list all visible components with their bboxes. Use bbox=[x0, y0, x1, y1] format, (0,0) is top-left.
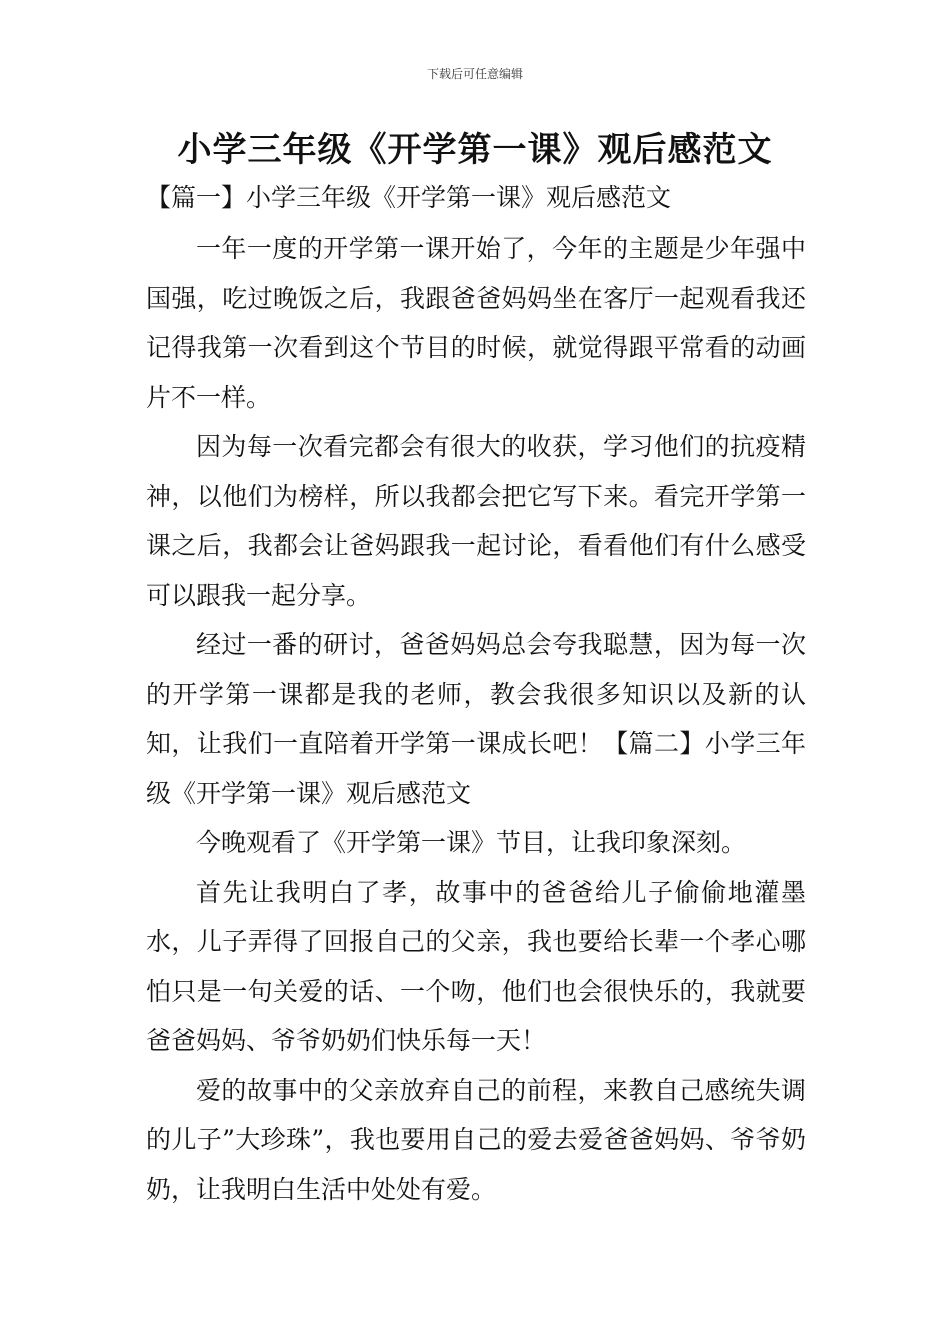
paragraph: 爱的故事中的父亲放弃自己的前程，来教自己感统失调的儿子”大珍珠”，我也要用自己的爱去爱爸爸妈妈、爷爷奶奶，让我明白生活中处处有爱。 bbox=[146, 1075, 806, 1204]
document-title: 小学三年级《开学第一课》观后感范文 bbox=[177, 130, 773, 170]
header-note: 下载后可任意编辑 bbox=[426, 67, 523, 81]
section-heading: 【篇一】小学三年级《开学第一课》观后感范文 bbox=[146, 183, 672, 212]
paragraph: 首先让我明白了孝，故事中的爸爸给儿子偷偷地灌墨水，儿子弄得了回报自己的父亲，我也要给长辈一个孝心哪怕只是一句关爱的话、一个吻，他们也会很快乐的，我就要爸爸妈妈、爷爷奶奶们快乐每一天！ bbox=[146, 877, 806, 1055]
paragraph: 经过一番的研讨，爸爸妈妈总会夸我聪慧，因为每一次的开学第一课都是我的老师，教会我很多知识以及新的认知，让我们一直陪着开学第一课成长吧！【篇二】小学三年级《开学第一课》观后感范文 bbox=[146, 630, 806, 808]
document-body bbox=[146, 224, 806, 1214]
paragraph: 今晚观看了《开学第一课》节目，让我印象深刻。 bbox=[196, 828, 747, 857]
paragraph: 一年一度的开学第一课开始了，今年的主题是少年强中国强，吃过晚饭之后，我跟爸爸妈妈坐在客厅一起观看我还记得我第一次看到这个节目的时候，就觉得跟平常看的动画片不一样。 bbox=[146, 234, 806, 412]
paragraph: 因为每一次看完都会有很大的收获，学习他们的抗疫精神，以他们为榜样，所以我都会把它写下来。看完开学第一课之后，我都会让爸妈跟我一起讨论，看看他们有什么感受可以跟我一起分享。 bbox=[146, 432, 806, 610]
